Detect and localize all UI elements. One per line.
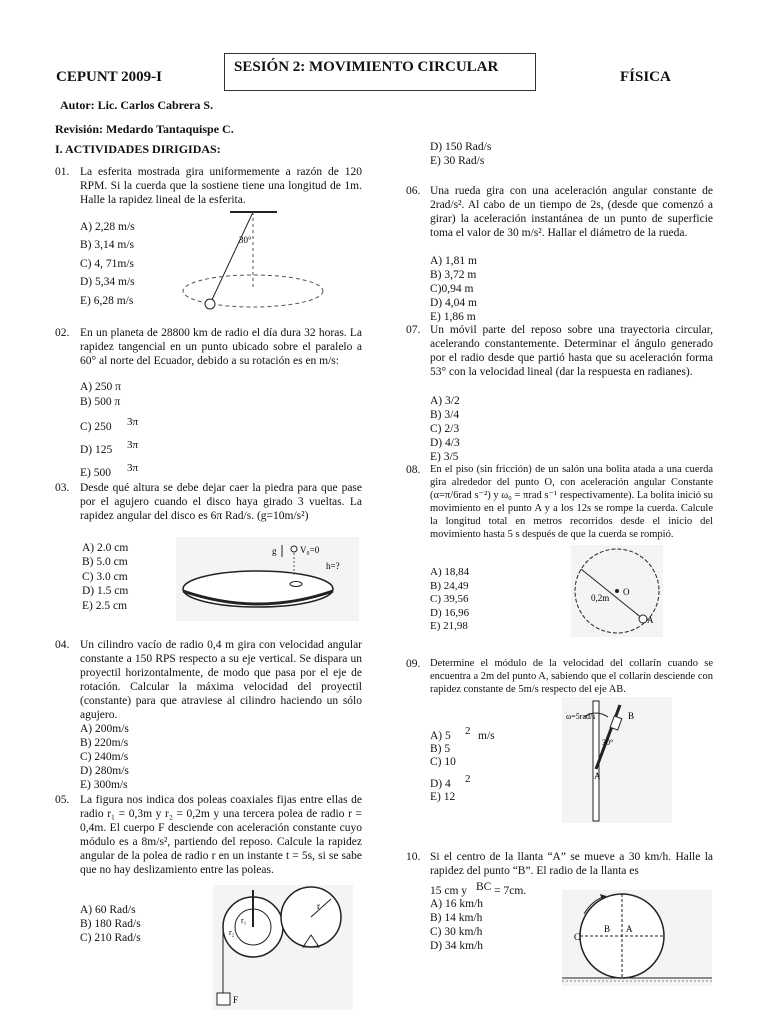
option: B) 5	[430, 743, 451, 755]
question-06-options	[430, 254, 477, 324]
option: C) 10	[430, 756, 456, 768]
conical-pendulum-figure	[175, 208, 325, 312]
question-number: 02.	[55, 327, 70, 339]
height-label: h=?	[326, 561, 340, 571]
rotating-ball-figure	[571, 545, 663, 637]
option: E) 30 Rad/s	[430, 155, 485, 167]
page-title: SESIÓN 2: MOVIMIENTO CIRCULAR	[234, 59, 499, 75]
subject-label: FÍSICA	[620, 69, 671, 85]
question-02-text: En un planeta de 28800 km de radio el día dura 32 horas. La rapidez tangencial en un punto ubicado sobre el paralelo a 60° al norte del Ecuador, debido a su rotación es en m/s:	[80, 327, 362, 367]
option: E) 21,98	[430, 620, 468, 632]
r1-label: r₁	[241, 916, 247, 925]
option: A) 2,28 m/s	[80, 221, 135, 233]
option: E) 6,28 m/s	[80, 294, 134, 307]
question-03-options	[82, 541, 128, 613]
question-04-text: Un cilindro vacío de radio 0,4 m gira con velocidad angular constante a 150 RPS respecto a su eje vertical. Se dispara un proyectil horizontalmente, de modo que pasa por el eje de rotación. Calcular la máxima velocidad del proyectil (constante) para que atraviese al cilindro haciendo un sólo agujero.	[80, 639, 362, 721]
option: B) 14 km/h	[430, 912, 483, 924]
course-label: CEPUNT 2009-I	[56, 69, 162, 85]
question-05-text: La figura nos indica dos poleas coaxiales fijas entre ellas de radio r₁ = 0,3m y r₂ = 0,2m y una tercera polea de radio r = 0,4m. El cuerpo F desciende con aceleración constante cuyo módulo es a 8m/s², partiendo del reposo. Calcule la rapidez angular de la polea de radio r en un instante t = 5s, si se sabe que no hay deslizamiento entre las poleas.	[80, 794, 362, 876]
question-number: 05.	[55, 794, 70, 806]
question-08-text: En el piso (sin fricción) de un salón una bolita atada a una cuerda gira alrededor del punto O, con aceleración angular Constante (α=π/6rad s⁻²) y ω₀ = πrad s⁻¹ respectivamente). La bolita inició su movimiento en el punto A y a los 12s se rompe la cuerda. Calcule la longitud total en metros recorridos desde el inicio del movimiento hasta 5 s después de que la cuerda se rompió.	[430, 464, 713, 540]
option: E) 1,86 m	[430, 311, 476, 323]
question-10-text: Si el centro de la llanta “A” se mueve a 30 km/h. Halle la rapidez del punto “B”. El radio de la llanta es	[430, 851, 713, 877]
option: B) 180 Rad/s	[80, 918, 141, 930]
option: B) 220m/s	[80, 737, 129, 749]
r2-label: r₂	[229, 928, 235, 937]
question-number: 07.	[406, 324, 421, 336]
option: E) 12	[430, 791, 456, 803]
radius-label: 0,2m	[591, 593, 610, 603]
text-part: 15 cm y	[430, 885, 468, 897]
segment-label: BC	[475, 881, 492, 893]
option: A) 5	[430, 730, 451, 742]
revision: Revisión: Medardo Tantaquispe C.	[55, 122, 234, 136]
angular-velocity-label: ω=5rad/s	[566, 712, 596, 721]
option: E) 2.5 cm	[82, 599, 128, 612]
point-a-label: A	[626, 924, 633, 934]
question-08-options	[430, 566, 469, 634]
gravity-label: g	[272, 546, 277, 556]
option: E) 300m/s	[80, 779, 128, 791]
option: D) 4/3	[430, 437, 460, 449]
question-06-text: Una rueda gira con una aceleración angular constante de 2rad/s². Al cabo de un tiempo de 2s, (desde que comenzó a girar) la aceleración instantánea de un punto de superficie toma el valor de 30 m/s². Hallar el diámetro de la rueda.	[430, 185, 713, 239]
option: C) 3.0 cm	[82, 570, 128, 583]
option: A) 250 π	[80, 381, 121, 393]
question-03-text: Desde qué altura se debe dejar caer la piedra para que pase por el agujero cuando el disco haya girado 3 vueltas. La rapidez angular del disco es 6π Rad/s. (g=10m/s²)	[80, 482, 362, 522]
sqrt-value: 2	[465, 725, 471, 737]
option: B) 3,14 m/s	[80, 239, 134, 252]
option: C) 30 km/h	[430, 926, 483, 938]
option: B) 3/4	[430, 409, 460, 421]
option: E) 500	[80, 467, 111, 479]
r-label: r	[317, 901, 320, 911]
option: A) 60 Rad/s	[80, 904, 136, 916]
option: C) 4, 71m/s	[80, 257, 134, 270]
wheel-figure	[562, 890, 712, 986]
fraction: 3π	[127, 416, 139, 428]
fraction: 3π	[127, 462, 139, 474]
option: D) 34 km/h	[430, 940, 484, 952]
option: A) 2.0 cm	[82, 542, 129, 554]
option: A) 200m/s	[80, 723, 129, 735]
question-number: 10.	[406, 851, 421, 863]
option: C) 2/3	[430, 423, 460, 435]
angle-label: 30°	[239, 235, 252, 245]
section-heading: I. ACTIVIDADES DIRIGIDAS:	[55, 142, 221, 156]
point-b-label: B	[604, 924, 611, 934]
sqrt-value: 2	[465, 773, 471, 785]
question-07-text: Un móvil parte del reposo sobre una trayectoria circular, acelerando constantemente. Determinar el ángulo generado por el radio desde que partió hasta que su aceleración forma 53° con la velocidad lineal (dar la respuesta en radianes).	[430, 324, 713, 378]
option: A) 16 km/h	[430, 898, 484, 910]
option: D) 5,34 m/s	[80, 276, 135, 289]
option: D) 4	[430, 778, 451, 790]
option: B) 3,72 m	[430, 269, 477, 281]
author: Autor: Lic. Carlos Cabrera S.	[60, 98, 214, 112]
option-unit: m/s	[478, 730, 495, 742]
question-number: 03.	[55, 482, 70, 494]
option: D) 4,04 m	[430, 297, 477, 309]
option: C) 210 Rad/s	[80, 932, 141, 944]
option: D) 16,96	[430, 606, 470, 619]
question-number: 04.	[55, 639, 70, 651]
option: D) 125	[80, 444, 113, 456]
question-09-text: Determine el módulo de la velocidad del collarín cuando se encuentra a 2m del punto A, sabiendo que el collarín desciende con rapidez constante de 5m/s respecto del eje AB.	[430, 658, 713, 695]
option: A) 1,81 m	[430, 255, 477, 267]
fraction: 3π	[127, 439, 139, 451]
angle-label: 30°	[602, 738, 614, 747]
question-05-options-a	[80, 903, 141, 945]
option: B) 24,49	[430, 579, 469, 592]
question-number: 01.	[55, 166, 70, 178]
question-07-options	[430, 394, 460, 464]
option: C)0,94 m	[430, 283, 474, 295]
option: C) 240m/s	[80, 751, 129, 763]
point-c-label: C	[574, 932, 581, 942]
point-a-label: A	[647, 615, 654, 625]
text-part: = 7cm.	[494, 885, 527, 897]
velocity-label: V₀=0	[300, 545, 320, 555]
option: B) 5.0 cm	[82, 556, 128, 569]
question-05-options-b	[430, 140, 491, 168]
option: C) 39,56	[430, 593, 469, 605]
question-number: 09.	[406, 658, 421, 670]
option: A) 18,84	[430, 566, 470, 578]
option: D) 150 Rad/s	[430, 141, 492, 153]
question-number: 06.	[406, 185, 421, 197]
option: C) 250	[80, 421, 112, 433]
question-04-options	[80, 722, 129, 792]
question-01-text: La esferita mostrada gira uniformemente a razón de 120 RPM. Si la cuerda que la sostiene tiene una longitud de 1m. Halle la rapidez lineal de la esferita.	[80, 166, 362, 206]
question-10-options	[430, 897, 483, 953]
pulley-figure	[213, 885, 353, 1010]
option: B) 500 π	[80, 396, 121, 408]
option: D) 280m/s	[80, 765, 129, 777]
question-01-options	[80, 220, 135, 308]
option: A) 3/2	[430, 395, 460, 407]
option: D) 1.5 cm	[82, 585, 129, 598]
mass-label: F	[233, 995, 239, 1005]
point-b-label: B	[628, 711, 635, 721]
collar-figure	[562, 697, 672, 823]
rotating-disc-figure	[176, 537, 359, 621]
option: E) 3/5	[430, 451, 459, 463]
center-label: O	[623, 587, 630, 597]
question-number: 08.	[406, 464, 421, 476]
point-a-label: A	[594, 771, 601, 781]
